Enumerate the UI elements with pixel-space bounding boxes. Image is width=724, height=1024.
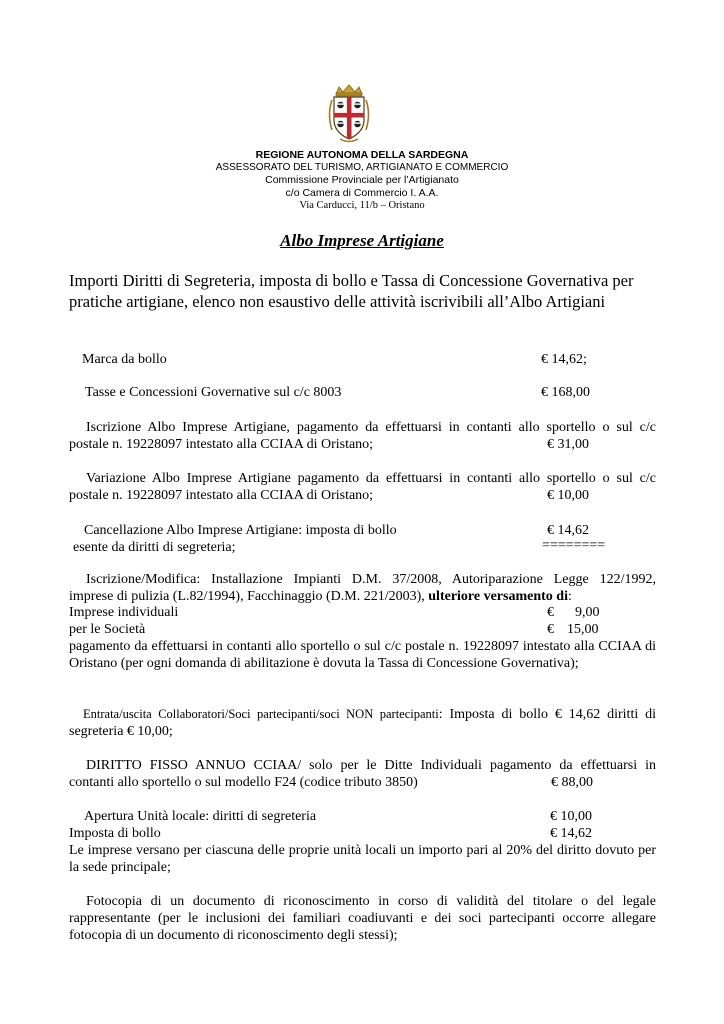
individual-label: Imprese individuali: [69, 605, 179, 620]
department-name: ASSESSORATO DEL TURISMO, ARTIGIANATO E COMMERCIO: [215, 162, 509, 173]
individual-amount: [547, 604, 600, 621]
company-value: 15,00: [567, 622, 599, 637]
variazione-line2: postale n. 19228097 intestato alla CCIAA di Oristano;: [69, 488, 374, 503]
entrata-line2: segreteria € 10,00;: [69, 724, 173, 739]
commission-name: Commissione Provinciale per l’Artigianato: [265, 174, 459, 186]
diritto-amount: € 88,00: [551, 775, 593, 790]
entrata-rest-text: : Imposta di bollo € 14,62 diritti di: [438, 707, 656, 722]
entrata-small-text: Entrata/uscita Collaboratori/Soci partecipanti/soci NON partecipanti: [83, 707, 439, 721]
entrata-line1: [69, 706, 656, 723]
diritto-line2: contanti allo sportello o sul modello F24 (codice tributo 3850): [69, 775, 418, 790]
iscrizione-line1: Iscrizione Albo Imprese Artigiane, pagamento da effettuarsi in contanti allo sportello o sul c/c: [86, 420, 656, 435]
apertura-amount1: € 10,00: [550, 809, 592, 824]
euro-symbol: €: [547, 605, 554, 620]
iscrizione-line2: postale n. 19228097 intestato alla CCIAA di Oristano;: [69, 437, 374, 452]
modifica-line2: [69, 588, 572, 605]
tasse-amount: € 168,00: [541, 385, 590, 400]
chamber-name: c/o Camera di Commercio I. A.A.: [285, 187, 439, 199]
modifica-payment: pagamento da effettuarsi in contanti allo sportello o sul c/c postale n. 19228097 intestato alla CCIAA di Oristano (per ogni domanda di abilitazione è dovuta la Tassa di Concessione Governativa);: [69, 639, 656, 671]
region-name: REGIONE AUTONOMA DELLA SARDEGNA: [255, 149, 469, 161]
fotocopia-paragraph: Fotocopia di un documento di riconoscimento in corso di validità del titolare o del legale rappresentante (per le inclusioni dei familiari coadiuvanti e dei soci partecipanti occorre allegare fotocopia di un documento di riconoscimento degli stessi);: [69, 894, 656, 943]
individual-value: 9,00: [575, 605, 600, 620]
tasse-label: Tasse e Concessioni Governative sul c/c 8003: [85, 385, 342, 400]
sardinia-coat-of-arms-icon: [326, 84, 372, 144]
apertura-line1: Apertura Unità locale: diritti di segreteria: [84, 809, 317, 824]
variazione-line1: Variazione Albo Imprese Artigiane pagamento da effettuarsi in contanti allo sportello o sul c/c: [86, 471, 656, 486]
intro-paragraph: Importi Diritti di Segreteria, imposta di bollo e Tassa di Concessione Governativa per pratiche artigiane, elenco non esaustivo delle attività iscrivibili all’Albo Artigiani: [69, 271, 634, 311]
diritto-line1: DIRITTO FISSO ANNUO CCIAA/ solo per le Ditte Individuali pagamento da effettuarsi in: [86, 758, 656, 773]
cancellazione-line2: esente da diritti di segreteria;: [73, 540, 236, 555]
modifica-line1: Iscrizione/Modifica: Installazione Impianti D.M. 37/2008, Autoriparazione Legge 122/1992,: [86, 572, 656, 587]
marca-label: Marca da bollo: [82, 352, 167, 367]
marca-amount: € 14,62;: [541, 352, 587, 367]
euro-symbol: €: [547, 622, 554, 637]
apertura-line2: Imposta di bollo: [69, 826, 161, 841]
apertura-amount2: € 14,62: [550, 826, 592, 841]
company-label: per le Società: [69, 622, 146, 637]
apertura-note: Le imprese versano per ciascuna delle proprie unità locali un importo pari al 20% del diritto dovuto per la sede principale;: [69, 843, 656, 875]
cancellazione-separator: ========: [542, 538, 606, 553]
page-title: Albo Imprese Artigiane: [280, 231, 444, 250]
variazione-amount: € 10,00: [547, 488, 589, 503]
iscrizione-amount: € 31,00: [547, 437, 589, 452]
cancellazione-amount: € 14,62: [547, 523, 589, 538]
cancellazione-line1: Cancellazione Albo Imprese Artigiane: imposta di bollo: [84, 523, 397, 538]
company-amount: [547, 621, 599, 638]
address: Via Carducci, 11/b – Oristano: [299, 200, 425, 211]
modifica-line2-bold: ulteriore versamento di: [428, 589, 568, 604]
modifica-line2-colon: :: [567, 589, 572, 604]
modifica-line2-text: imprese di pulizia (L.82/1994), Facchinaggio (D.M. 221/2003),: [69, 589, 429, 604]
